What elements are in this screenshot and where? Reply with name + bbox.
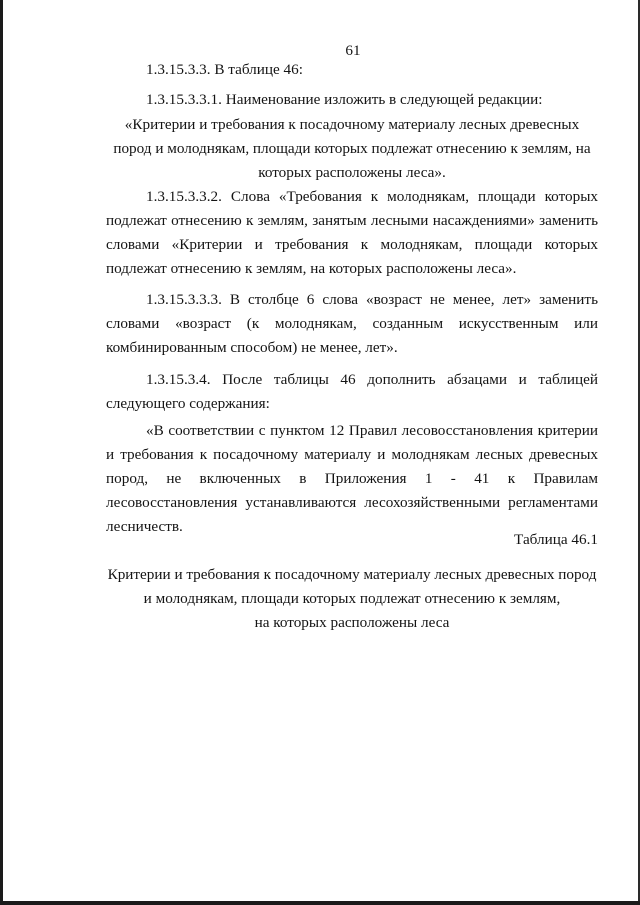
paragraph-1-3-15-3-3-2 [106, 185, 598, 281]
scan-border-left [0, 0, 3, 905]
paragraph-1-3-15-3-3 [106, 58, 598, 82]
page-number: 61 [345, 42, 361, 59]
paragraph-text: 1.3.15.3.3.2. Слова «Требования к молоднякам, площади которых подлежат отнесению к землям, занятым лесными насаждениями» заменить словами «Критерии и требования к молоднякам, площади которых подлежат отнесению к землям, на которых расположены леса». [106, 188, 598, 277]
table-title-line-2: и молоднякам, площади которых подлежат отнесению к землям, [143, 590, 561, 607]
table-title-line-1: Критерии и требования к посадочному материалу лесных древесных пород [107, 566, 597, 583]
paragraph-1-3-15-3-4 [106, 368, 598, 416]
paragraph-text: 1.3.15.3.3. В таблице 46: [146, 61, 303, 78]
table-title [96, 563, 608, 635]
table-title-line-3: на которых расположены леса [254, 614, 450, 631]
paragraph-1-3-15-3-3-3 [106, 288, 598, 360]
paragraph-text: 1.3.15.3.3.3. В столбце 6 слова «возраст не менее, лет» заменить словами «возраст (к молоднякам, созданным искусственным или комбинированным способом) не менее, лет». [106, 291, 598, 356]
paragraph-quoted-regulation [106, 419, 598, 539]
paragraph-text: 1.3.15.3.3.1. Наименование изложить в следующей редакции: [146, 91, 543, 108]
table-label [106, 528, 598, 552]
paragraph-text: «Критерии и требования к посадочному материалу лесных древесных пород и молоднякам, площади которых подлежат отнесению к землям, на которых расположены леса». [113, 116, 591, 181]
paragraph-text: «В соответствии с пунктом 12 Правил лесовосстановления критерии и требования к посадочному материалу и молоднякам лесных древесных пород, не включенных в Приложения 1 - 41 к Правилам лесовосстановления устанавливаются лесохозяйственными регламентами лесничеств. [106, 422, 598, 535]
paragraph-quoted-title [106, 113, 598, 185]
paragraph-1-3-15-3-3-1 [106, 88, 598, 112]
paragraph-text: 1.3.15.3.4. После таблицы 46 дополнить абзацами и таблицей следующего содержания: [106, 371, 598, 412]
table-number: Таблица 46.1 [514, 531, 598, 548]
scan-border-bottom [0, 901, 640, 905]
